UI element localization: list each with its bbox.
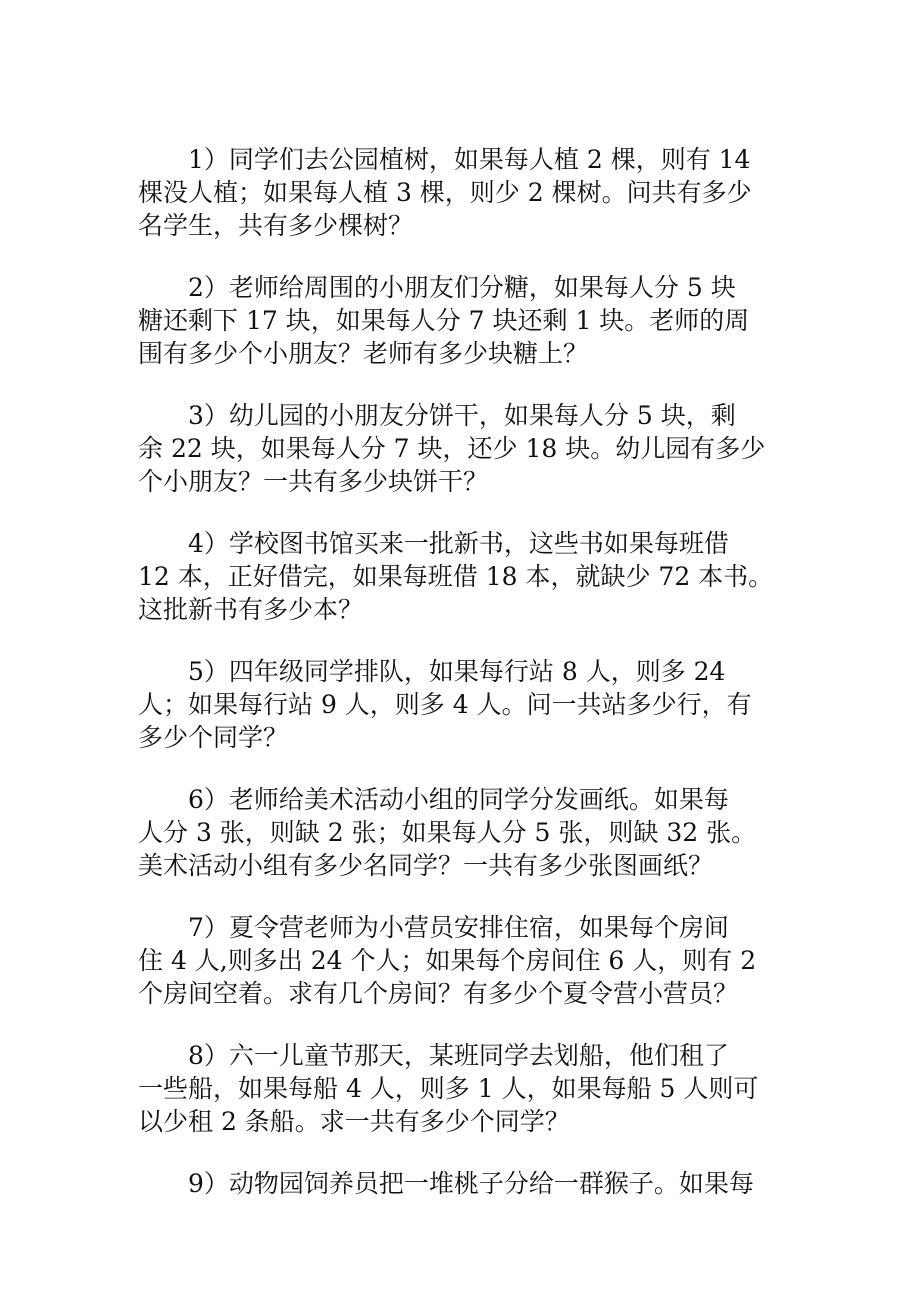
problem-line: 7）夏令营老师为小营员安排住宿，如果每个房间 [188, 913, 729, 942]
problem-2 [138, 271, 784, 370]
problem-7 [138, 911, 784, 1010]
problem-line: 个房间空着。求有几个房间？有多少个夏令营小营员？ [138, 979, 739, 1008]
problem-line: 个小朋友？一共有多少块饼干？ [138, 467, 489, 496]
problem-line: 围有多少个小朋友？老师有多少块糖上？ [138, 339, 589, 368]
problem-line: 8）六一儿童节那天，某班同学去划船，他们租了 [188, 1041, 729, 1070]
problem-line: 2）老师给周围的小朋友们分糖，如果每人分 5 块 [188, 273, 736, 302]
problem-1 [138, 143, 784, 242]
problem-line: 3）幼儿园的小朋友分饼干，如果每人分 5 块，剩 [188, 401, 736, 430]
problem-line: 6）老师给美术活动小组的同学分发画纸。如果每 [188, 785, 729, 814]
problem-line: 9）动物园饲养员把一堆桃子分给一群猴子。如果每 [188, 1169, 754, 1198]
problem-9 [138, 1167, 784, 1200]
problem-6 [138, 783, 784, 882]
problem-line: 人分 3 张，则缺 2 张；如果每人分 5 张，则缺 32 张。 [138, 818, 757, 847]
problem-line: 美术活动小组有多少名同学？一共有多少张图画纸？ [138, 851, 714, 880]
problem-line: 4）学校图书馆买来一批新书，这些书如果每班借 [188, 529, 729, 558]
problem-3 [138, 399, 784, 498]
problem-line: 以少租 2 条船。求一共有多少个同学？ [138, 1107, 570, 1136]
problem-5 [138, 655, 784, 754]
document-body [138, 143, 784, 1229]
problem-line: 余 22 块，如果每人分 7 块，还少 18 块。幼儿园有多少 [138, 434, 766, 463]
problem-line: 12 本，正好借完，如果每班借 18 本，就缺少 72 本书。 [138, 562, 774, 591]
problem-line: 棵没人植；如果每人植 3 棵，则少 2 棵树。问共有多少 [138, 178, 752, 207]
problem-line: 5）四年级同学排队，如果每行站 8 人，则多 24 [188, 657, 726, 686]
problem-8 [138, 1039, 784, 1138]
problem-line: 一些船，如果每船 4 人，则多 1 人，如果每船 5 人则可 [138, 1074, 759, 1103]
problem-line: 多少个同学？ [138, 723, 289, 752]
problem-line: 人；如果每行站 9 人，则多 4 人。问一共站多少行，有 [138, 690, 752, 719]
problem-line: 名学生，共有多少棵树？ [138, 211, 414, 240]
problem-line: 住 4 人,则多出 24 个人；如果每个房间住 6 人，则有 2 [138, 946, 757, 975]
problem-line: 糖还剩下 17 块，如果每人分 7 块还剩 1 块。老师的周 [138, 306, 750, 335]
problem-4 [138, 527, 784, 626]
problem-line: 这批新书有多少本？ [138, 595, 364, 624]
problem-line: 1）同学们去公园植树，如果每人植 2 棵，则有 14 [188, 145, 751, 174]
